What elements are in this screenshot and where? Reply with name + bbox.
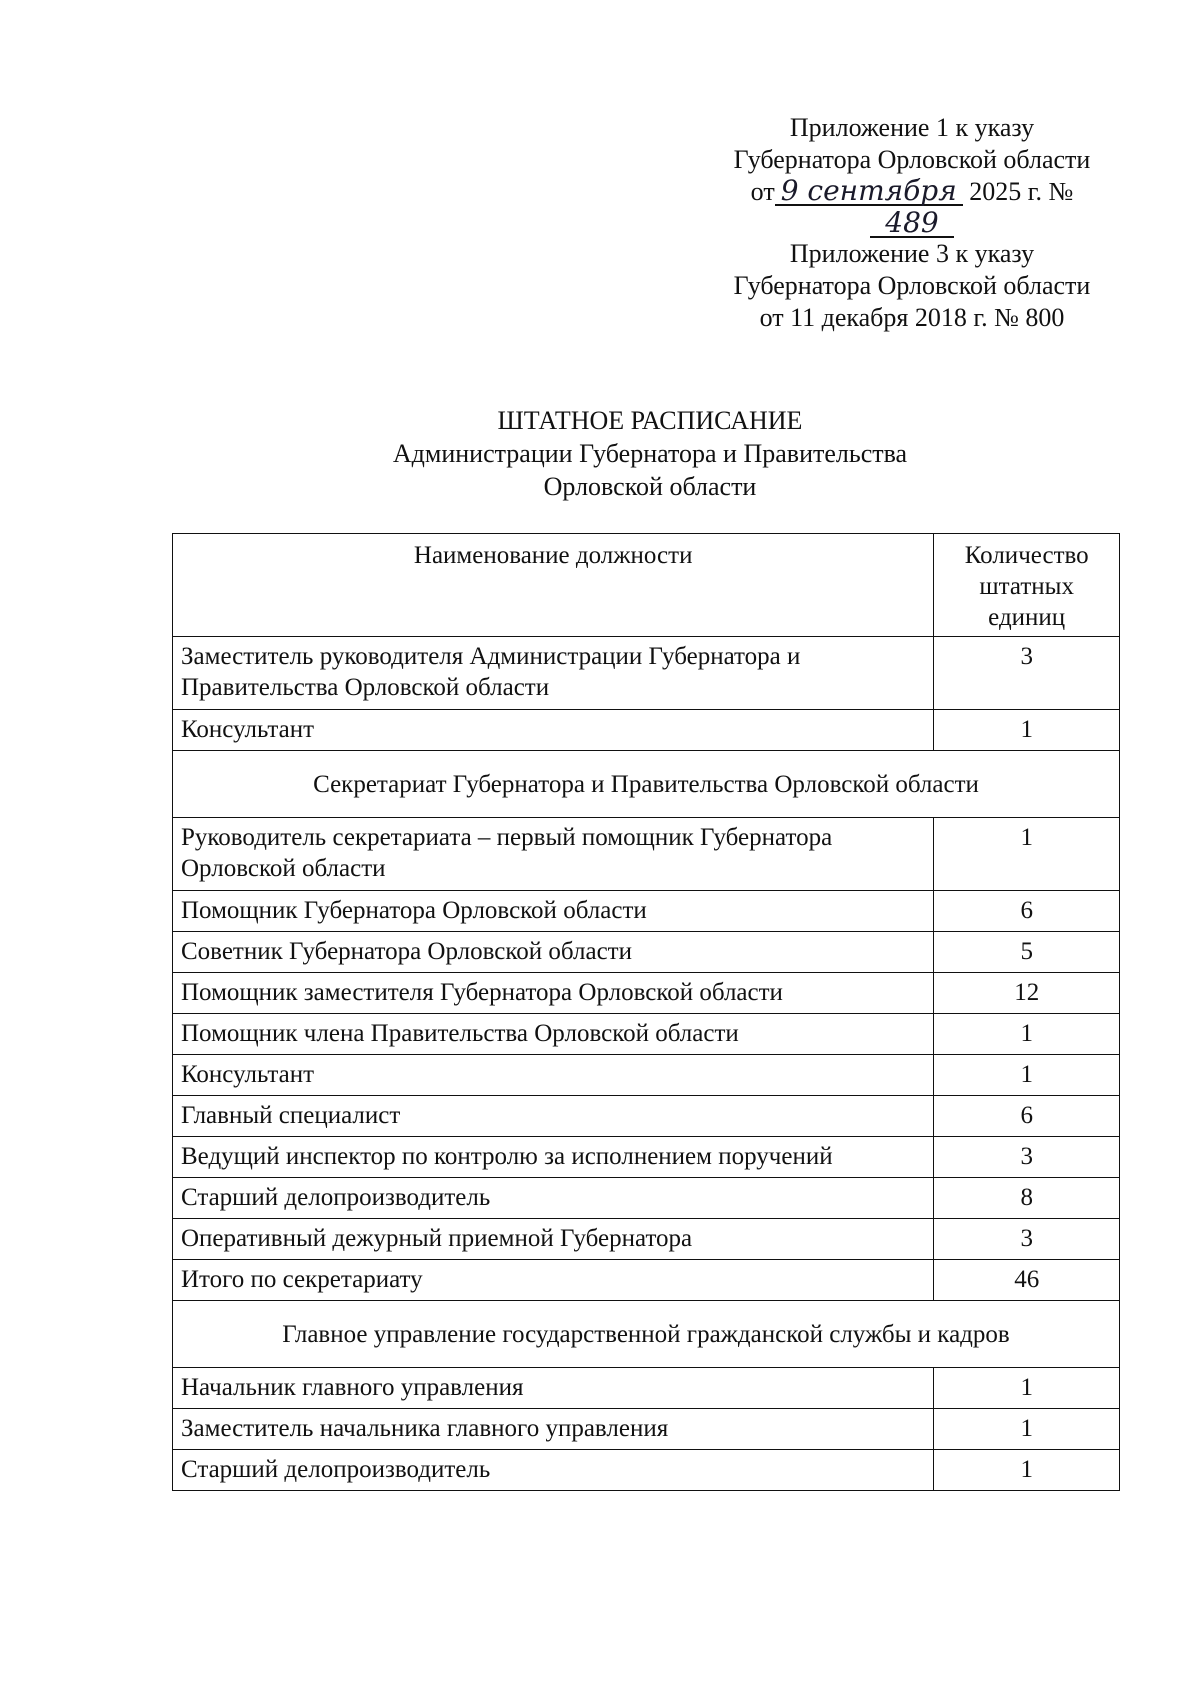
position-name: Оперативный дежурный приемной Губернатора [173, 1219, 934, 1260]
staff-table [172, 533, 1120, 1491]
document-title [0, 404, 1200, 503]
table-row [173, 818, 1120, 891]
section-row-secretariat [173, 751, 1120, 818]
table-row [173, 891, 1120, 932]
table-row [173, 1096, 1120, 1137]
appendix-3-header [712, 238, 1112, 334]
appendix-1-date-line [712, 176, 1112, 240]
position-count: 1 [934, 1368, 1120, 1409]
year-text: 2025 г. № [969, 177, 1074, 206]
position-name: Советник Губернатора Орловской области [173, 932, 934, 973]
table-row [173, 1014, 1120, 1055]
position-name: Помощник члена Правительства Орловской области [173, 1014, 934, 1055]
position-count: 1 [934, 1055, 1120, 1096]
position-count: 8 [934, 1178, 1120, 1219]
section-title: Секретариат Губернатора и Правительства Орловской области [173, 751, 1120, 818]
position-name: Заместитель руководителя Администрации Губернатора и Правительства Орловской области [173, 637, 934, 710]
position-count: 12 [934, 973, 1120, 1014]
date-prefix: от [750, 177, 775, 206]
table-row [173, 1368, 1120, 1409]
table-row [173, 710, 1120, 751]
table-row [173, 932, 1120, 973]
table-row [173, 1178, 1120, 1219]
appendix-3-line2: Губернатора Орловской области [733, 271, 1091, 300]
table-row [173, 1055, 1120, 1096]
table-header-row [173, 534, 1120, 637]
position-name: Старший делопроизводитель [173, 1178, 934, 1219]
appendix-3-line3: от 11 декабря 2018 г. № 800 [759, 303, 1065, 332]
section-row-personnel [173, 1301, 1120, 1368]
position-count: 1 [934, 1409, 1120, 1450]
total-label: Итого по секретариату [173, 1260, 934, 1301]
table-row [173, 1219, 1120, 1260]
position-count: 6 [934, 1096, 1120, 1137]
position-name: Старший делопроизводитель [173, 1450, 934, 1491]
title-line1: ШТАТНОЕ РАСПИСАНИЕ [497, 406, 803, 435]
table-row [173, 1137, 1120, 1178]
position-name: Начальник главного управления [173, 1368, 934, 1409]
position-count: 1 [934, 710, 1120, 751]
position-name: Главный специалист [173, 1096, 934, 1137]
position-name: Руководитель секретариата – первый помощник Губернатора Орловской области [173, 818, 934, 891]
handwritten-date: 9 сентября [775, 178, 963, 206]
position-count: 1 [934, 818, 1120, 891]
position-count: 1 [934, 1450, 1120, 1491]
position-name: Заместитель начальника главного управления [173, 1409, 934, 1450]
position-count: 1 [934, 1014, 1120, 1055]
table-row [173, 973, 1120, 1014]
appendix-1-header [712, 112, 1112, 240]
position-count: 3 [934, 1219, 1120, 1260]
handwritten-number: 489 [870, 210, 954, 238]
table-row [173, 1450, 1120, 1491]
table-row [173, 637, 1120, 710]
position-name: Помощник Губернатора Орловской области [173, 891, 934, 932]
total-count: 46 [934, 1260, 1120, 1301]
section-title: Главное управление государственной гражданской службы и кадров [173, 1301, 1120, 1368]
header-name-cell: Наименование должности [173, 534, 934, 637]
appendix-3-line1: Приложение 3 к указу [789, 239, 1035, 268]
position-count: 3 [934, 637, 1120, 710]
position-count: 5 [934, 932, 1120, 973]
total-row [173, 1260, 1120, 1301]
position-name: Консультант [173, 710, 934, 751]
position-count: 3 [934, 1137, 1120, 1178]
position-name: Помощник заместителя Губернатора Орловской области [173, 973, 934, 1014]
appendix-1-line2: Губернатора Орловской области [733, 145, 1091, 174]
header-count-cell: Количество штатных единиц [934, 534, 1120, 637]
position-count: 6 [934, 891, 1120, 932]
position-name: Консультант [173, 1055, 934, 1096]
title-line2: Администрации Губернатора и Правительства [392, 439, 908, 468]
position-name: Ведущий инспектор по контролю за исполнением поручений [173, 1137, 934, 1178]
table-row [173, 1409, 1120, 1450]
appendix-1-line1: Приложение 1 к указу [789, 113, 1035, 142]
title-line3: Орловской области [543, 472, 757, 501]
